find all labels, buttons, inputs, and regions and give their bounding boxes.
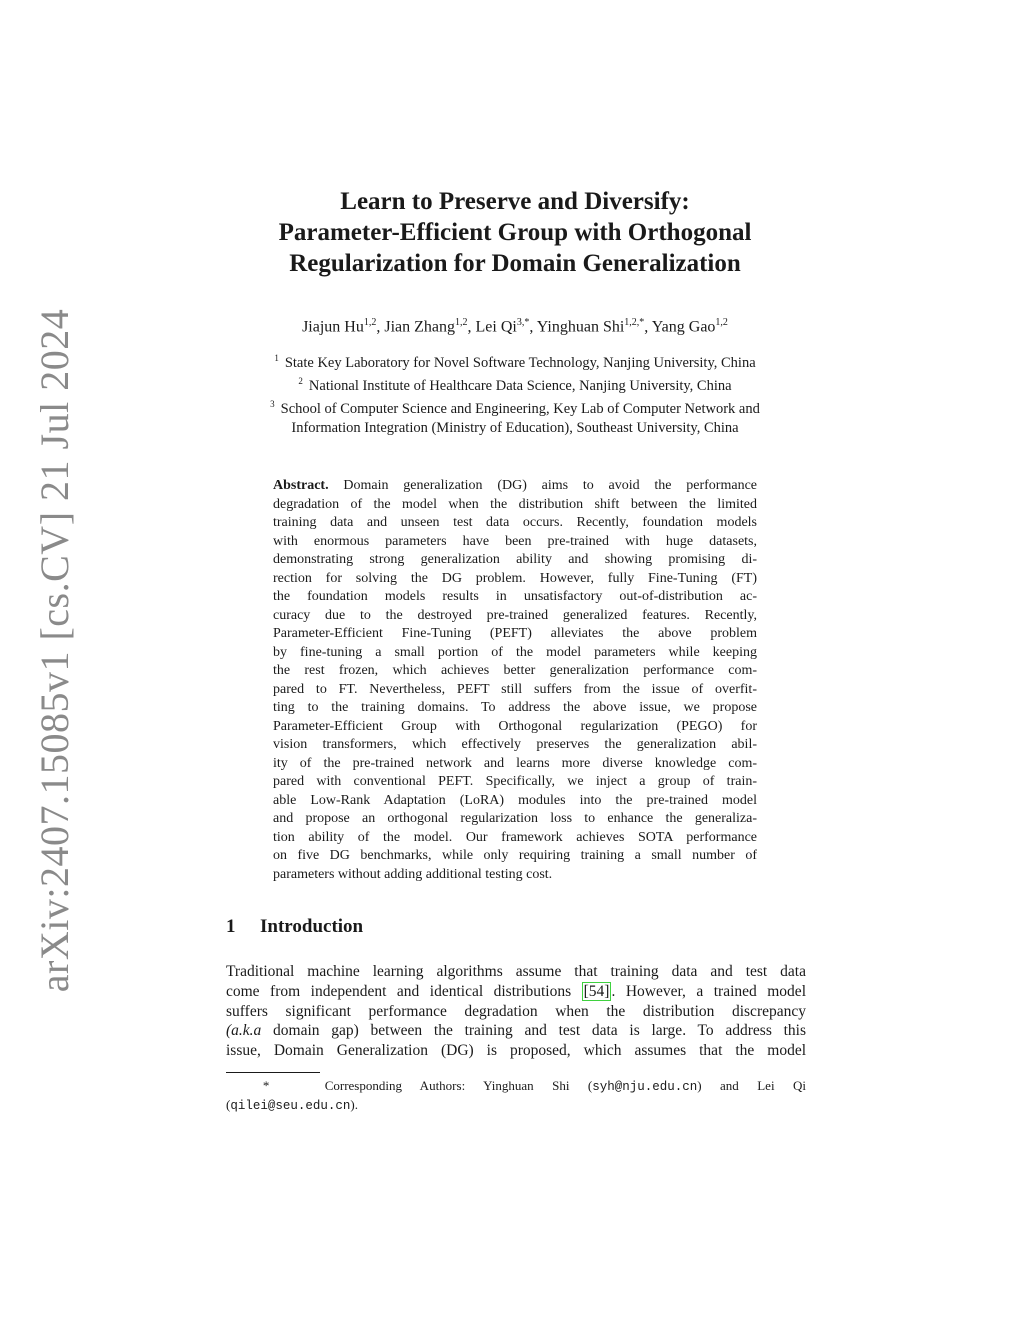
- abstract-line: pared to FT. Nevertheless, PEFT still suffers from the issue of overfit-: [273, 681, 757, 697]
- abstract-line: Parameter-Efficient Fine-Tuning (PEFT) alleviates the above problem: [273, 626, 757, 641]
- intro-line: (a.k.a domain gap) between the training and test data is large. To address this: [226, 1022, 806, 1040]
- title-line-1: Learn to Preserve and Diversify:: [340, 188, 690, 215]
- paper-title: [200, 186, 830, 279]
- abstract-line: by fine-tuning a small portion of the model parameters while keeping: [273, 644, 757, 660]
- author-affiliation-marker: 1,2: [455, 317, 468, 328]
- section-title: Introduction: [260, 916, 364, 937]
- abstract-line: curacy due to the destroyed pre-trained generalized features. Recently,: [273, 607, 757, 623]
- abstract-line: able Low-Rank Adaptation (LoRA) modules into the pre-trained model: [273, 792, 757, 808]
- abstract-line: the rest frozen, which achieves better generalization performance com-: [273, 663, 757, 678]
- author-affiliation-marker: 1,2: [715, 317, 728, 328]
- affiliation-item: $^1$ State Key Laboratory for Novel Software Technology, Nanjing University, China: [274, 353, 756, 371]
- section-heading-introduction: [226, 916, 363, 938]
- introduction-paragraph: [226, 962, 806, 1061]
- author-name: Lei Qi: [475, 318, 517, 336]
- abstract-line: training data and unseen test data occurs. Recently, foundation models: [273, 515, 757, 530]
- abstract-line: parameters without adding additional testing cost.: [273, 866, 553, 882]
- intro-line: Traditional machine learning algorithms assume that training data and test data: [226, 963, 806, 980]
- section-number: 1: [226, 916, 236, 937]
- affiliation-item: $^3$ School of Computer Science and Engineering, Key Lab of Computer Network and: [270, 399, 760, 418]
- abstract-line: Abstract. Domain generalization (DG) aims to avoid the performance: [273, 478, 757, 493]
- email-link[interactable]: qilei@seu.edu.cn: [230, 1099, 351, 1113]
- footnote-divider: [226, 1072, 320, 1073]
- email-link[interactable]: syh@nju.edu.cn: [592, 1080, 698, 1094]
- author-list: Jiajun Hu$^{1,2}$, Jian Zhang$^{1,2}$, Lei $Qi^{3,*}$, Yinghuan Shi$^{1,2,*}$, Yang Gao$^{1,2}$: [302, 317, 728, 336]
- author-name: Yang Gao: [651, 318, 716, 336]
- abstract-line: vision transformers, which effectively preserves the generalization abil-: [273, 737, 757, 752]
- intro-line: come from independent and identical distributions [54] . However, a trained model: [226, 982, 806, 1000]
- author-affiliation-marker: 3,*: [516, 317, 530, 328]
- author-name: Yinghuan Shi: [536, 318, 625, 336]
- abstract-line: on five DG benchmarks, while only requiring training a small number of: [273, 848, 757, 863]
- author-name: Jiajun Hu: [302, 318, 364, 336]
- arxiv-id-text: arXiv:2407.15085v1 [cs.CV] 21 Jul 2024: [32, 308, 78, 993]
- abstract-line: demonstrating strong generalization ability and showing promising di-: [273, 552, 757, 567]
- abstract-line: ity of the pre-trained network and learns more diverse knowledge com-: [273, 755, 757, 771]
- footnote-corresponding-authors: [226, 1077, 806, 1115]
- title-line-3: Regularization for Domain Generalization: [289, 250, 741, 277]
- affiliation-list: [200, 349, 830, 437]
- intro-line: issue, Domain Generalization (DG) is proposed, which assumes that the model: [226, 1042, 806, 1060]
- abstract-line: and propose an orthogonal regularization loss to enhance the generaliza-: [273, 811, 757, 826]
- abstract-line: rection for solving the DG problem. However, fully Fine-Tuning (FT): [273, 570, 757, 586]
- abstract-line: pared with conventional PEFT. Specifically, we inject a group of train-: [273, 774, 757, 789]
- footnote-marker: *: [262, 1078, 270, 1093]
- abstract-line: with enormous parameters have been pre-trained with huge datasets,: [273, 533, 757, 549]
- affiliation-item: $^2$ National Institute of Healthcare Data Science, Nanjing University, China: [298, 376, 732, 395]
- author-affiliation-marker: 1,2: [363, 317, 377, 328]
- footnote-line: (qilei@seu.edu.cn).: [226, 1097, 358, 1113]
- abstract-line: the foundation models results in unsatisfactory out-of-distribution ac-: [273, 589, 757, 604]
- abstract-line: degradation of the model when the distribution shift between the limited: [273, 496, 757, 512]
- author-name: Jian Zhang: [384, 318, 455, 336]
- citation-link[interactable]: [54]: [583, 982, 610, 1000]
- footnote-line: * Corresponding Authors: Yinghuan Shi (syh@nju.edu.cn) and Lei Qi: [262, 1078, 806, 1094]
- intro-line: suffers significant performance degradation when the distribution discrepancy: [226, 1002, 806, 1020]
- abstract-line: ting to the training domains. To address the above issue, we propose: [273, 700, 757, 715]
- arxiv-identifier-stamp: [24, 308, 86, 993]
- abstract-line: Parameter-Efficient Group with Orthogonal regularization (PEGO) for: [273, 718, 757, 734]
- abstract-label: Abstract.: [273, 478, 329, 493]
- abstract: [273, 477, 757, 884]
- author-affiliation-marker: 1,2,*: [624, 317, 645, 328]
- abstract-line: tion ability of the model. Our framework achieves SOTA performance: [273, 829, 757, 845]
- affiliation-item: Information Integration (Ministry of Education), Southeast University, China: [291, 419, 739, 436]
- title-line-2: Parameter-Efficient Group with Orthogonal: [278, 219, 752, 246]
